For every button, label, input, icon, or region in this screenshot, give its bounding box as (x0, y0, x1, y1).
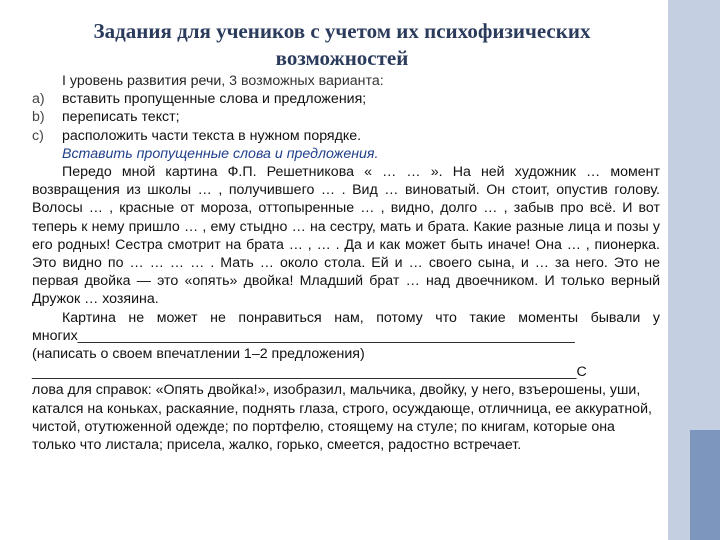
slide-content (32, 72, 660, 454)
option-text: расположить части текста в нужном порядке. (62, 127, 362, 144)
option-mark: b) (32, 109, 45, 126)
sidebar-accent-block (690, 430, 720, 540)
vocabulary-list: лова для справок: «Опять двойка!», изобразил, мальчика, двойку, у него, взъерошены, уши, катался на коньках, раскаяние, поднять глаза, строго, осуждающе, отличница, ее аккуратной, чистой, отутюженной одежде; по портфелю, стоящему на стуле; по книгам, которые она только что листала; присела, жалко, горько, смеется, радостно встречает. (32, 382, 652, 454)
option-text: вставить пропущенные слова и предложения; (62, 91, 367, 108)
story-paragraph: Передо мной картина Ф.П. Решетникова « … … ». На ней художник … момент возвращения из школы … , получившего … . Вид … виноватый. Он стоит, опустив голову. Волосы … , красные от мороза, оттопыренные … , видно, долго … , забыв про всё. И вот теперь к нему пришло … , ему стыдно … на сестру, мать и брата. Какие разные лица и позы у его родных! Сестра смотрит на брата … , … . Да и как может быть иначе! Она … , пионерка. Это видно по … … … … . Мать … около стола. Ей и … своего сына, и … за него. Это не первая двойка — это «опять» двойка! Младший брат … над двоечником. И только верный Дружок … хозяина. (32, 164, 660, 308)
level-rest: , 3 возможных варианта: (221, 73, 384, 89)
instruction-note: (написать о своем впечатлении 1–2 предложения) (32, 346, 365, 363)
option-mark: c) (32, 127, 44, 144)
level-line (32, 72, 660, 90)
answer-blank-line: _____________________________________________________________________С (32, 364, 587, 381)
list-item (32, 127, 660, 145)
list-item (32, 90, 660, 108)
task-heading: Вставить пропущенные слова и предложения. (62, 145, 379, 162)
list-item (32, 108, 660, 126)
options-list (32, 90, 660, 145)
impression-paragraph: Картина не может не понравиться нам, потому что такие моменты бывали у многих_______________________________________________________________ (32, 309, 660, 344)
page-title: Задания для учеников с учетом их психофизических возможностей (93, 19, 591, 70)
option-mark: a) (32, 91, 45, 108)
option-text: переписать текст; (62, 109, 180, 126)
level-label: I уровень развития речи (62, 73, 222, 89)
